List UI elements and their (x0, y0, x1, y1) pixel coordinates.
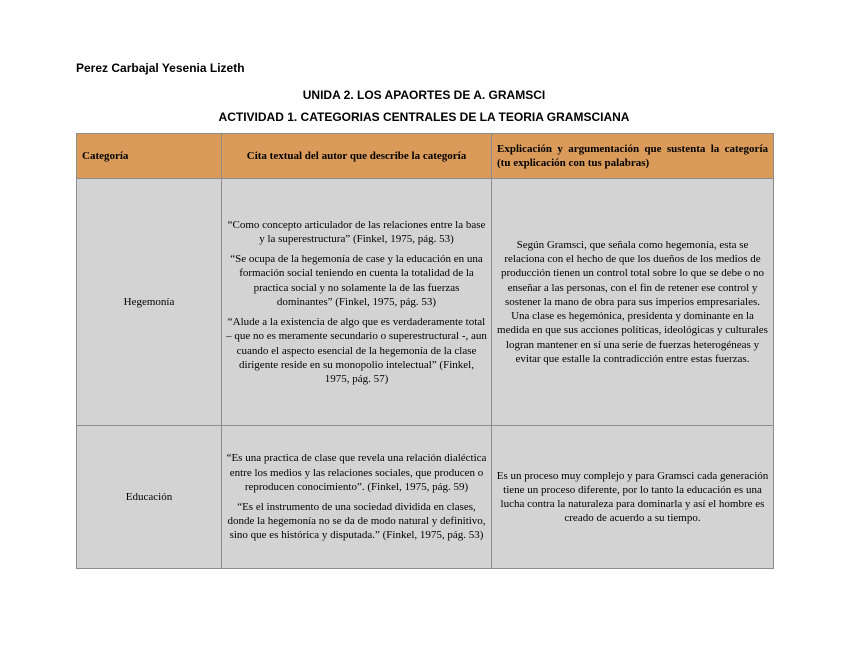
category-cell: Hegemonía (77, 179, 222, 426)
quotes-cell (222, 426, 492, 569)
quotes-cell (222, 179, 492, 426)
table-header-row (77, 134, 774, 179)
quote-text: “Es una practica de clase que revela una relación dialéctica entre los medios y las relaciones sociales, que producen o reproducen conocimiento”. (Finkel, 1975, pág. 59) (226, 452, 487, 493)
quote-text: “Se ocupa de la hegemonía de case y la educación en una formación social teniendo en cuenta la totalidad de la practica social y no solamente la de las fuerzas dominantes” (Finkel, 1975, pág. 53) (230, 253, 483, 308)
table-row (77, 426, 774, 569)
quote-text: “Como concepto articulador de las relaciones entre la base y la superestructura” (Finkel, 1975, pág. 53) (227, 218, 486, 246)
table-row (77, 179, 774, 426)
header-explanation: Explicación y argumentación que sustenta la categoría (tu explicación con tus palabras) (492, 134, 774, 179)
quote-text: “Es el instrumento de una sociedad dividida en clases, donde la hegemonía no se da de modo natural y definitivo, sino que es histórica y disputada.” (Finkel, 1975, pág. 53) (227, 501, 486, 542)
explanation-cell: Según Gramsci, que señala como hegemonía, esta se relaciona con el hecho de que los dueños de los medios de producción tienen un control total sobre lo que se debe o no enseñar a las personas, con el fin de retener ese control y sostener la mano de obra para sus imperios empresariales. Una clase es hegemónica, presidenta y dominante en la medida en que sus acciones políticas, ideológicas y culturales logran mantener en sí una serie de fuerzas heterogéneas y evitar que estalle la contradicción entre estas fuerzas. (492, 179, 774, 426)
categories-table (76, 133, 774, 569)
unit-title: UNIDA 2. LOS APAORTES DE A. GRAMSCI (302, 88, 546, 102)
activity-title: ACTIVIDAD 1. CATEGORIAS CENTRALES DE LA TEORIA GRAMSCIANA (218, 110, 630, 124)
quote-text: “Alude a la existencia de algo que es verdaderamente total – que no es meramente secundario o superestructural -, aun cuando el aspecto esencial de la hegemonía de la clase dirigente reside en su monopolio intelectual” (Finkel, 1975, pág. 57) (226, 316, 487, 385)
category-cell: Educación (77, 426, 222, 569)
header-quote: Cita textual del autor que describe la categoría (222, 134, 492, 179)
author-name: Perez Carbajal Yesenia Lizeth (76, 61, 245, 75)
header-category: Categoría (77, 134, 222, 179)
explanation-cell: Es un proceso muy complejo y para Gramsci cada generación tiene un proceso diferente, por lo tanto la educación es una lucha contra la naturaleza para dominarla y así el hombre es creado de acuerdo a su tiempo. (492, 426, 774, 569)
